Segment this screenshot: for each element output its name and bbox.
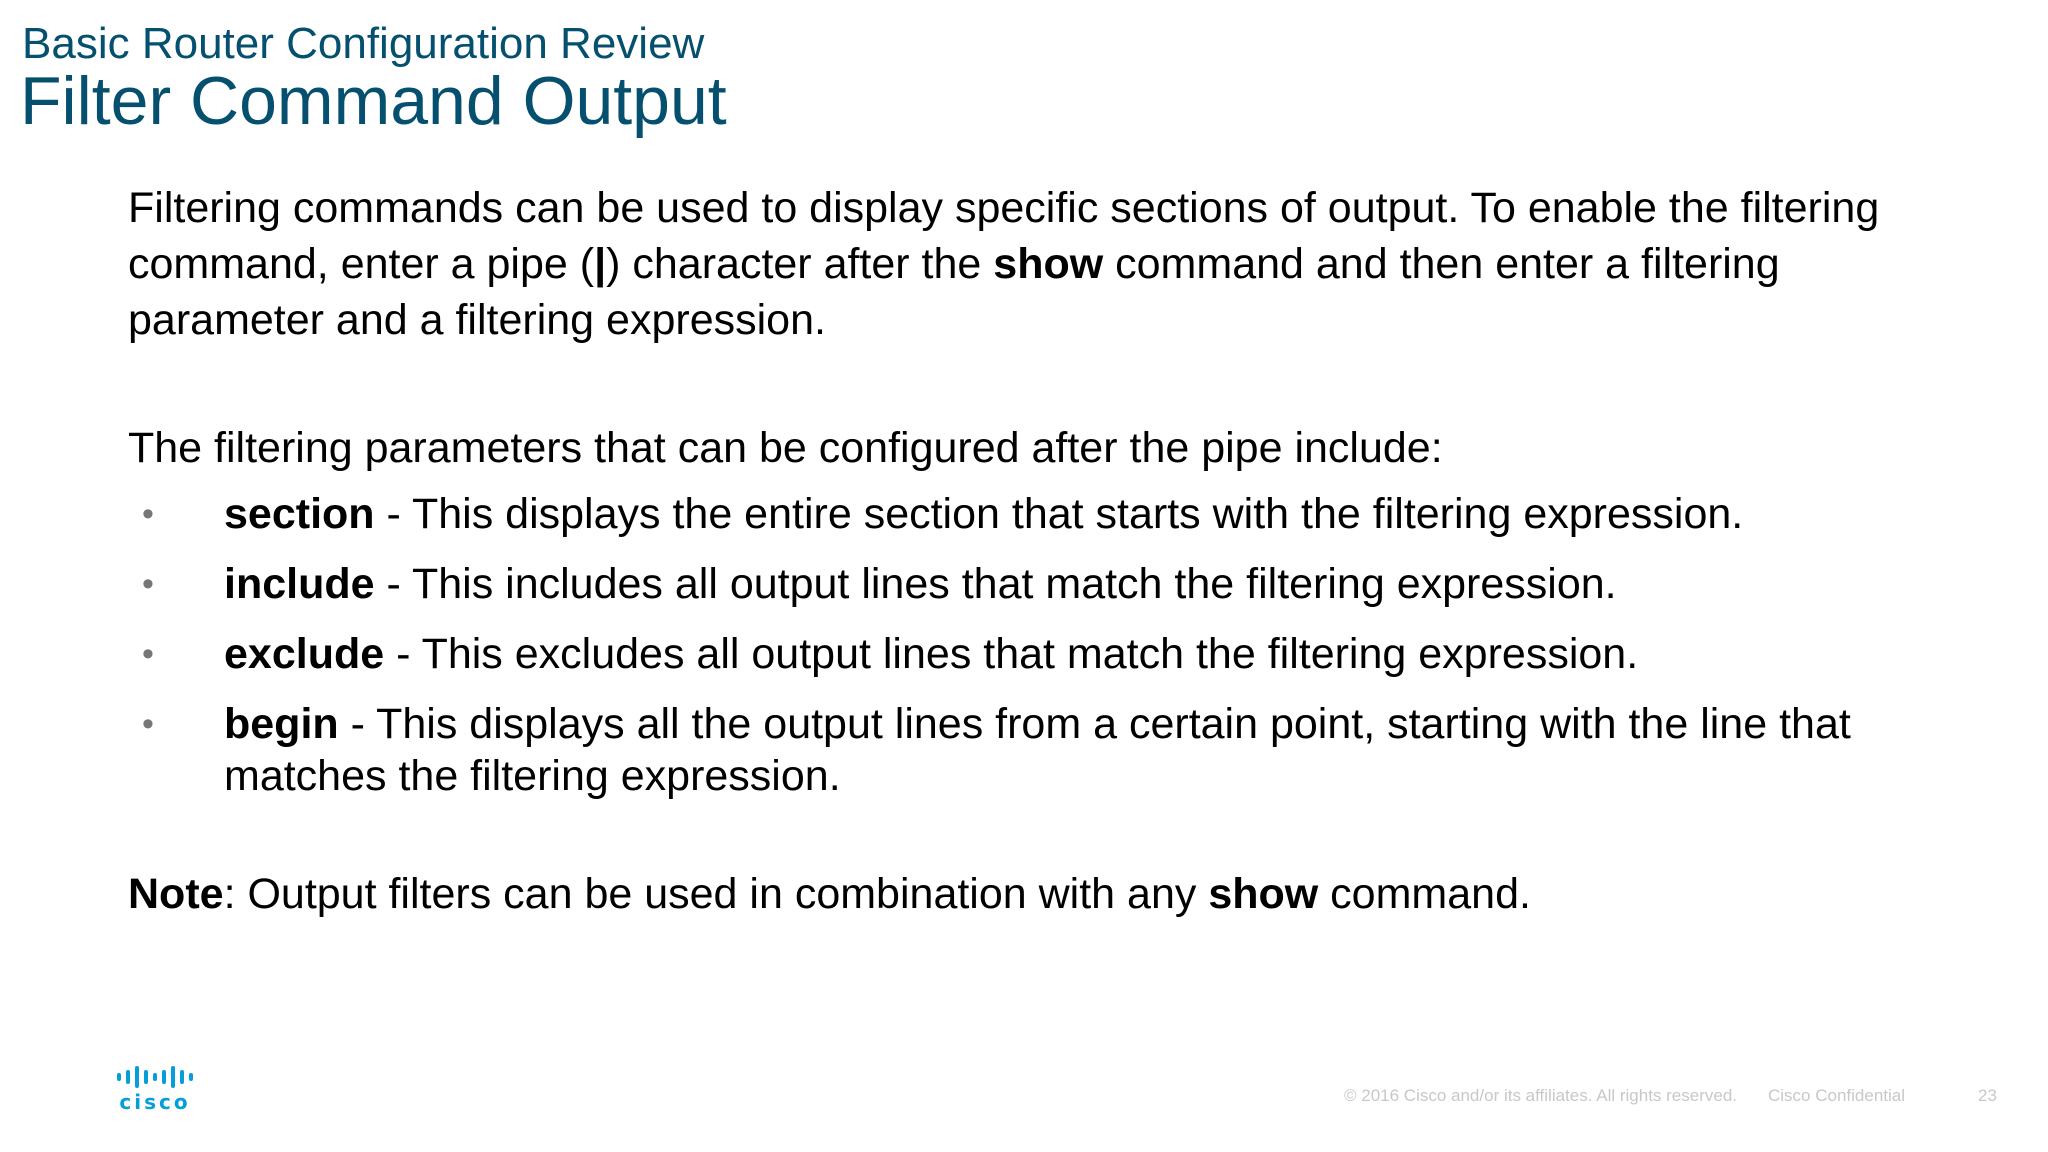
note-text-1: : Output filters can be used in combination with any [223,870,1209,918]
bullet-icon: • [142,635,154,673]
param-desc: - This displays the entire section that starts with the filtering expression. [374,490,1744,538]
slide-title: Filter Command Output [20,63,727,139]
cisco-logo [112,1066,198,1112]
intro-paragraph [128,180,1948,348]
param-desc: - This displays all the output lines from a certain point, starting with the line that matches the filtering expression. [224,700,1851,800]
note-paragraph [128,866,1948,922]
pipe-char: | [594,240,607,288]
param-term: exclude [224,630,385,678]
page-number: 23 [1978,1086,1997,1105]
param-desc: - This includes all output lines that match the filtering expression. [374,560,1617,608]
list-item [128,558,1948,610]
bullet-icon: • [142,495,154,533]
show-keyword: show [1208,870,1319,918]
slide-subtitle: Basic Router Configuration Review [22,19,705,68]
show-keyword: show [993,240,1104,288]
bullet-icon: • [142,565,154,603]
note-text-2: command. [1318,870,1531,918]
list-item [128,488,1948,540]
footer-copyright: © 2016 Cisco and/or its affiliates. All rights reserved. [1344,1086,1738,1105]
param-desc: - This excludes all output lines that match the filtering expression. [384,630,1639,678]
slide-content [128,180,1948,922]
parameter-list [128,488,1948,802]
intro-text-1: Filtering commands can be used to display specific sections of output. To enable the filtering command, enter a pipe ( [128,184,1880,288]
list-item [128,628,1948,680]
list-item [128,698,1948,802]
param-term: section [224,490,375,538]
parameters-lead: The filtering parameters that can be configured after the pipe include: [128,424,1443,472]
cisco-logo-bars-icon [112,1066,198,1088]
param-term: begin [224,700,339,748]
intro-text-2: ) character after the [606,240,994,288]
intro-text-3: command and then enter a filtering parameter and a filtering expression. [128,240,1780,344]
cisco-logo-text: cisco [119,1090,191,1114]
param-term: include [224,560,375,608]
footer-confidential: Cisco Confidential [1768,1086,1906,1105]
bullet-icon: • [142,705,154,743]
note-label: Note [128,870,224,918]
